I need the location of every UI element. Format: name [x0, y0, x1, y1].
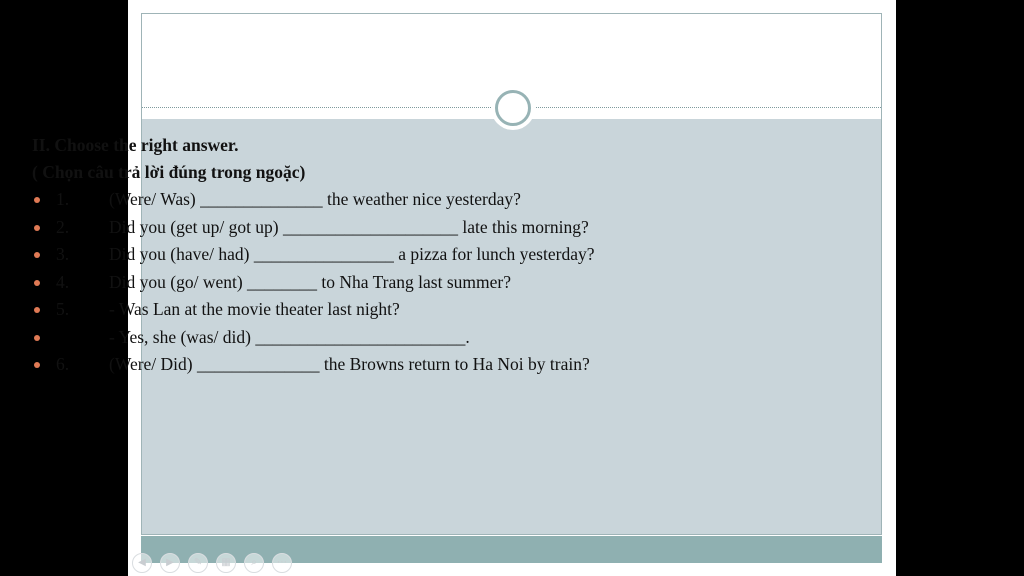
- list-item: [32, 241, 732, 269]
- question-number: 6.: [56, 354, 70, 374]
- question-text: - Was Lan at the movie theater last night?: [109, 299, 400, 319]
- question-number: 2.: [56, 216, 70, 237]
- list-item: [32, 214, 732, 242]
- question-text: Did you (have/ had) ________________ a pizza for lunch yesterday?: [109, 244, 595, 264]
- bullet-icon: [34, 307, 40, 313]
- question-text: (Were/ Did) ______________ the Browns return to Ha Noi by train?: [109, 354, 590, 374]
- more-options-icon[interactable]: ⋯: [272, 553, 292, 573]
- list-item: [32, 269, 732, 297]
- pen-icon[interactable]: ✎: [188, 553, 208, 573]
- exercise-heading: II. Choose the right answer.: [32, 135, 239, 155]
- list-item: [32, 296, 732, 324]
- ring-icon: [495, 90, 531, 126]
- bullet-icon: [34, 252, 40, 258]
- next-slide-icon[interactable]: ▶: [160, 553, 180, 573]
- question-text: Did you (get up/ got up) ____________________ late this morning?: [109, 216, 589, 237]
- bullet-icon: [34, 335, 40, 341]
- slides-grid-icon[interactable]: ▦: [216, 553, 236, 573]
- question-list: [32, 186, 732, 379]
- previous-slide-icon[interactable]: ◀: [132, 553, 152, 573]
- bullet-icon: [34, 280, 40, 286]
- list-item: [32, 351, 732, 379]
- slideshow-toolbar: [132, 553, 302, 573]
- bullet-icon: [34, 362, 40, 368]
- bullet-icon: [34, 225, 40, 231]
- question-number: 1.: [56, 189, 70, 209]
- question-number: 5.: [56, 299, 70, 319]
- question-number: 4.: [56, 271, 70, 292]
- zoom-icon[interactable]: ⌕: [244, 553, 264, 573]
- slide-content: [32, 132, 732, 379]
- question-text: (Were/ Was) ______________ the weather nice yesterday?: [109, 189, 521, 209]
- question-text: Did you (go/ went) ________ to Nha Trang last summer?: [109, 271, 511, 292]
- bullet-icon: [34, 197, 40, 203]
- exercise-subheading: ( Chọn câu trả lời đúng trong ngoặc): [32, 162, 306, 182]
- question-number: 3.: [56, 244, 70, 264]
- list-item: [32, 324, 732, 352]
- question-text: - Yes, she (was/ did) ________________________.: [109, 326, 470, 347]
- list-item: [32, 186, 732, 214]
